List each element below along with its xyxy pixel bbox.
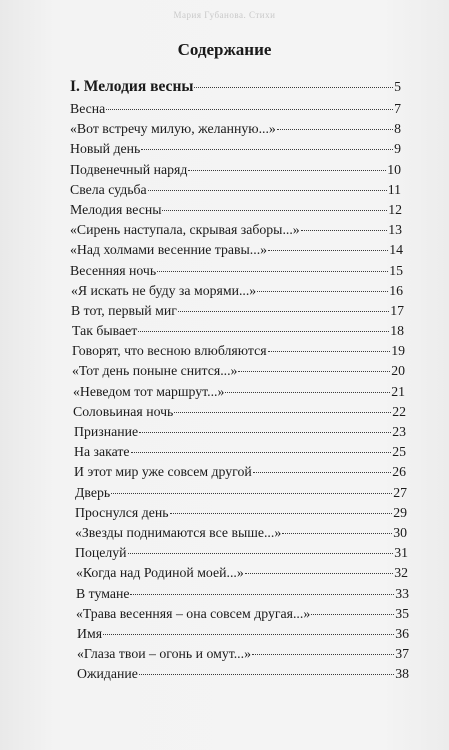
dot-leader (268, 351, 391, 352)
dot-leader (257, 291, 388, 292)
toc-entry-title: Ожидание (77, 666, 138, 682)
toc-entry (0, 321, 404, 341)
page-title: Содержание (177, 40, 272, 59)
toc-entry-title: «Глаза твои – огонь и омут...» (77, 646, 251, 662)
toc-entry-title: «Звезды поднимаются все выше...» (75, 524, 282, 540)
toc-entry-title: Поцелуй (75, 545, 127, 561)
dot-leader (245, 573, 393, 574)
dot-leader (170, 513, 393, 514)
dot-leader (157, 271, 388, 272)
toc-entry-title: Проснулся день (75, 504, 169, 520)
toc-page-number: 12 (388, 201, 402, 217)
dot-leader (282, 533, 392, 534)
toc-entry-title: «Вот встречу милую, желанную...» (70, 121, 276, 137)
toc-entry-title: «Я искать не буду за морями...» (71, 282, 257, 298)
toc-page-number: 19 (391, 343, 405, 359)
toc-page-number: 17 (390, 302, 404, 318)
toc-page-number: 5 (394, 79, 401, 94)
toc-entry (0, 99, 401, 119)
toc-page-number: 26 (392, 464, 406, 480)
toc-entry-title: Признание (74, 424, 139, 439)
toc-entry-title: «Над холмами весенние травы...» (70, 242, 268, 258)
toc-page-number: 10 (387, 161, 401, 177)
toc-page-number: 22 (392, 403, 406, 419)
toc-page-number: 7 (394, 101, 401, 116)
toc-entry-title: В тумане (76, 585, 130, 601)
toc-entry-title: Новый день (70, 141, 141, 157)
toc-page-number: 11 (387, 181, 401, 197)
dot-leader (301, 230, 388, 231)
toc-page-number: 29 (393, 504, 407, 520)
toc-page-number: 27 (393, 484, 407, 500)
toc-entry-title: И этот мир уже совсем другой (74, 464, 252, 480)
toc-entry (0, 584, 409, 604)
dot-leader (131, 452, 392, 453)
toc-entry-title: Имя (77, 625, 103, 641)
toc-page-number: 13 (388, 222, 402, 238)
dot-leader (311, 614, 394, 615)
toc-entry (0, 119, 401, 139)
dot-leader (138, 331, 389, 332)
toc-entry (0, 624, 409, 644)
dot-leader (141, 149, 393, 150)
toc-entry (0, 180, 401, 200)
toc-entry-title: Так бывает (72, 323, 138, 339)
toc-entry-title: Свела судьба (70, 181, 147, 197)
toc-entry (0, 301, 404, 321)
toc-page-number: 38 (395, 666, 409, 682)
toc-entry (0, 422, 406, 442)
dot-leader (148, 190, 387, 191)
toc-entry-title: Соловьиная ночь (73, 403, 174, 419)
toc-entry (0, 483, 407, 503)
dot-leader (178, 311, 389, 312)
dot-leader (111, 493, 392, 494)
dot-leader (268, 250, 388, 251)
dot-leader (225, 392, 390, 393)
toc-entry (0, 442, 406, 462)
toc-entry-title: Мелодия весны (70, 201, 162, 217)
toc-page-number: 8 (394, 121, 401, 137)
table-of-contents (0, 77, 449, 684)
toc-page-number: 30 (393, 524, 407, 540)
toc-entry (0, 563, 408, 583)
toc-entry-title: «Сирень наступала, скрывая заборы...» (70, 222, 300, 238)
toc-entry-title: На закате (74, 444, 130, 460)
toc-entry (0, 503, 407, 523)
toc-page-number: 16 (389, 282, 403, 298)
dot-leader (238, 371, 390, 372)
toc-entry (0, 664, 409, 684)
toc-entry-title: «Неведом тот маршрут...» (73, 383, 225, 399)
toc-entry (0, 382, 405, 402)
toc-entry (0, 200, 402, 220)
toc-page-number: 20 (391, 363, 405, 379)
dot-leader (174, 412, 391, 413)
toc-page-number: 37 (395, 646, 409, 662)
toc-entry-title: Весенняя ночь (70, 262, 157, 278)
toc-entry-title: Дверь (75, 484, 111, 500)
dot-leader (188, 170, 386, 171)
toc-entry-title: Говорят, что весною влюбляются (72, 343, 267, 359)
toc-entry (0, 240, 403, 260)
toc-entry (0, 261, 403, 281)
toc-entry (0, 604, 409, 624)
dot-leader (139, 432, 391, 433)
toc-page-number: 35 (395, 605, 409, 621)
toc-page-number: 31 (394, 545, 408, 561)
toc-page-number: 18 (390, 323, 404, 339)
toc-entry-title: «Тот день поныне снится...» (72, 363, 238, 379)
toc-entry (0, 220, 402, 240)
toc-entry (0, 341, 405, 361)
running-head: Мария Губанова. Стихи (173, 10, 276, 20)
toc-page-number: 25 (392, 444, 406, 460)
toc-entry (0, 139, 401, 159)
toc-section-heading (0, 77, 401, 99)
dot-leader (277, 129, 393, 130)
dot-leader (162, 210, 387, 211)
toc-entry (0, 644, 409, 664)
toc-entry-title: «Когда над Родиной моей...» (76, 565, 244, 581)
toc-page-number: 21 (391, 383, 405, 399)
toc-page-number: 23 (392, 424, 406, 439)
toc-entry-title: В тот, первый миг (71, 302, 177, 318)
toc-page-number: 9 (394, 141, 401, 157)
toc-page-number: 36 (395, 625, 409, 641)
dot-leader (130, 594, 394, 595)
toc-entry-title: «Трава весенняя – она совсем другая...» (76, 605, 311, 621)
toc-page-number: 15 (389, 262, 403, 278)
toc-entry (0, 160, 401, 180)
dot-leader (253, 472, 391, 473)
dot-leader (106, 109, 393, 110)
toc-page-number: 14 (389, 242, 403, 258)
dot-leader (128, 553, 394, 554)
toc-entry-title: I. Мелодия весны (70, 78, 194, 95)
toc-page-number: 32 (394, 565, 408, 581)
toc-page-number: 33 (395, 585, 409, 601)
toc-entry (0, 462, 406, 482)
toc-entry (0, 281, 403, 301)
toc-entry-title: Весна (70, 101, 106, 116)
dot-leader (139, 674, 394, 675)
toc-entry (0, 523, 407, 543)
toc-entry (0, 543, 408, 563)
toc-entry (0, 361, 405, 381)
dot-leader (252, 654, 394, 655)
toc-entry (0, 402, 406, 422)
dot-leader (103, 634, 394, 635)
toc-entry-title: Подвенечный наряд (70, 161, 188, 177)
dot-leader (194, 87, 393, 88)
